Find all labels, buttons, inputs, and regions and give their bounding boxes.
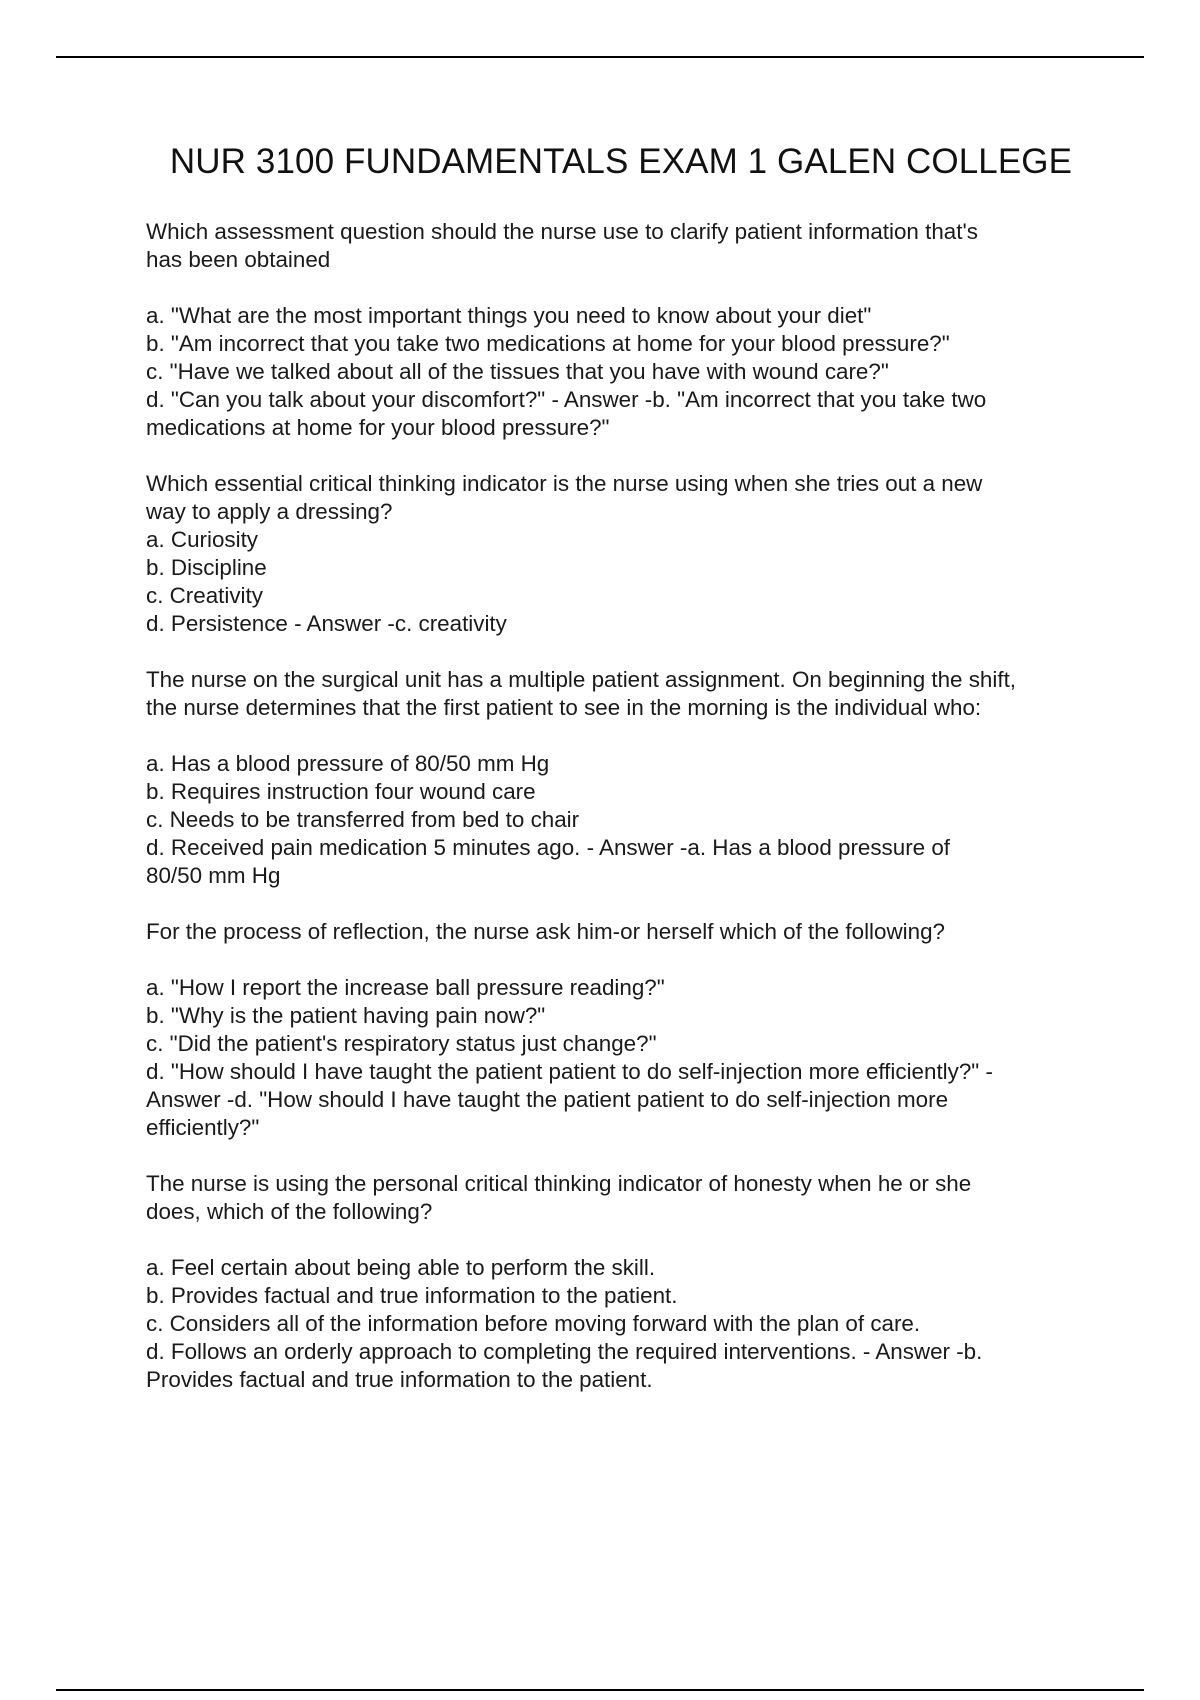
question-4-stem: For the process of reflection, the nurse ask him-or herself which of the following? — [146, 919, 945, 944]
question-4-options: a. "How I report the increase ball pressure reading?" b. "Why is the patient having pain now?" c. "Did the patient's respiratory status just change?" d. "How should I have taught the patient patient to do self-injection more efficiently?" - Answer -d. "How should I have taught the patient patient to do self-injection more efficiently?" — [146, 975, 993, 1140]
section-gap — [146, 1142, 1096, 1170]
question-4-gap — [146, 946, 1096, 974]
question-1-gap — [146, 274, 1096, 302]
question-3-options: a. Has a blood pressure of 80/50 mm Hg b. Requires instruction four wound care c. Needs to be transferred from bed to chair d. Received pain medication 5 minutes ago. - Answer -a. Has a blood pressure of 80/50 mm Hg — [146, 751, 951, 888]
question-2-stem: Which essential critical thinking indicator is the nurse using when she tries out a new way to apply a dressing? — [146, 471, 983, 524]
question-3 — [146, 666, 1096, 890]
question-5-options: a. Feel certain about being able to perform the skill. b. Provides factual and true information to the patient. c. Considers all of the information before moving forward with the plan of care. d. Follows an orderly approach to completing the required interventions. - Answer -b. Provides factual and true information to the patient. — [146, 1255, 983, 1392]
question-5 — [146, 1170, 1096, 1394]
question-2 — [146, 470, 1096, 638]
question-4 — [146, 918, 1096, 1142]
question-1 — [146, 218, 1096, 442]
question-3-gap — [146, 722, 1096, 750]
section-gap — [146, 890, 1096, 918]
section-gap — [146, 638, 1096, 666]
question-1-options: a. "What are the most important things you need to know about your diet" b. "Am incorrect that you take two medications at home for your blood pressure?" c. "Have we talked about all of the tissues that you have with wound care?" d. "Can you talk about your discomfort?" - Answer -b. "Am incorrect that you take two medications at home for your blood pressure?" — [146, 303, 987, 440]
document-page — [146, 138, 1096, 1394]
question-5-stem: The nurse is using the personal critical thinking indicator of honesty when he or she does, which of the following? — [146, 1171, 972, 1224]
question-5-gap — [146, 1226, 1096, 1254]
question-2-options: a. Curiosity b. Discipline c. Creativity d. Persistence - Answer -c. creativity — [146, 527, 507, 636]
document-title: NUR 3100 FUNDAMENTALS EXAM 1 GALEN COLLEGE — [169, 142, 1073, 181]
section-gap — [146, 442, 1096, 470]
top-rule — [56, 56, 1144, 58]
question-3-stem: The nurse on the surgical unit has a multiple patient assignment. On beginning the shift, the nurse determines that the first patient to see in the morning is the individual who: — [146, 667, 1017, 720]
bottom-rule — [56, 1689, 1144, 1691]
question-1-stem: Which assessment question should the nurse use to clarify patient information that's has been obtained — [146, 219, 978, 272]
